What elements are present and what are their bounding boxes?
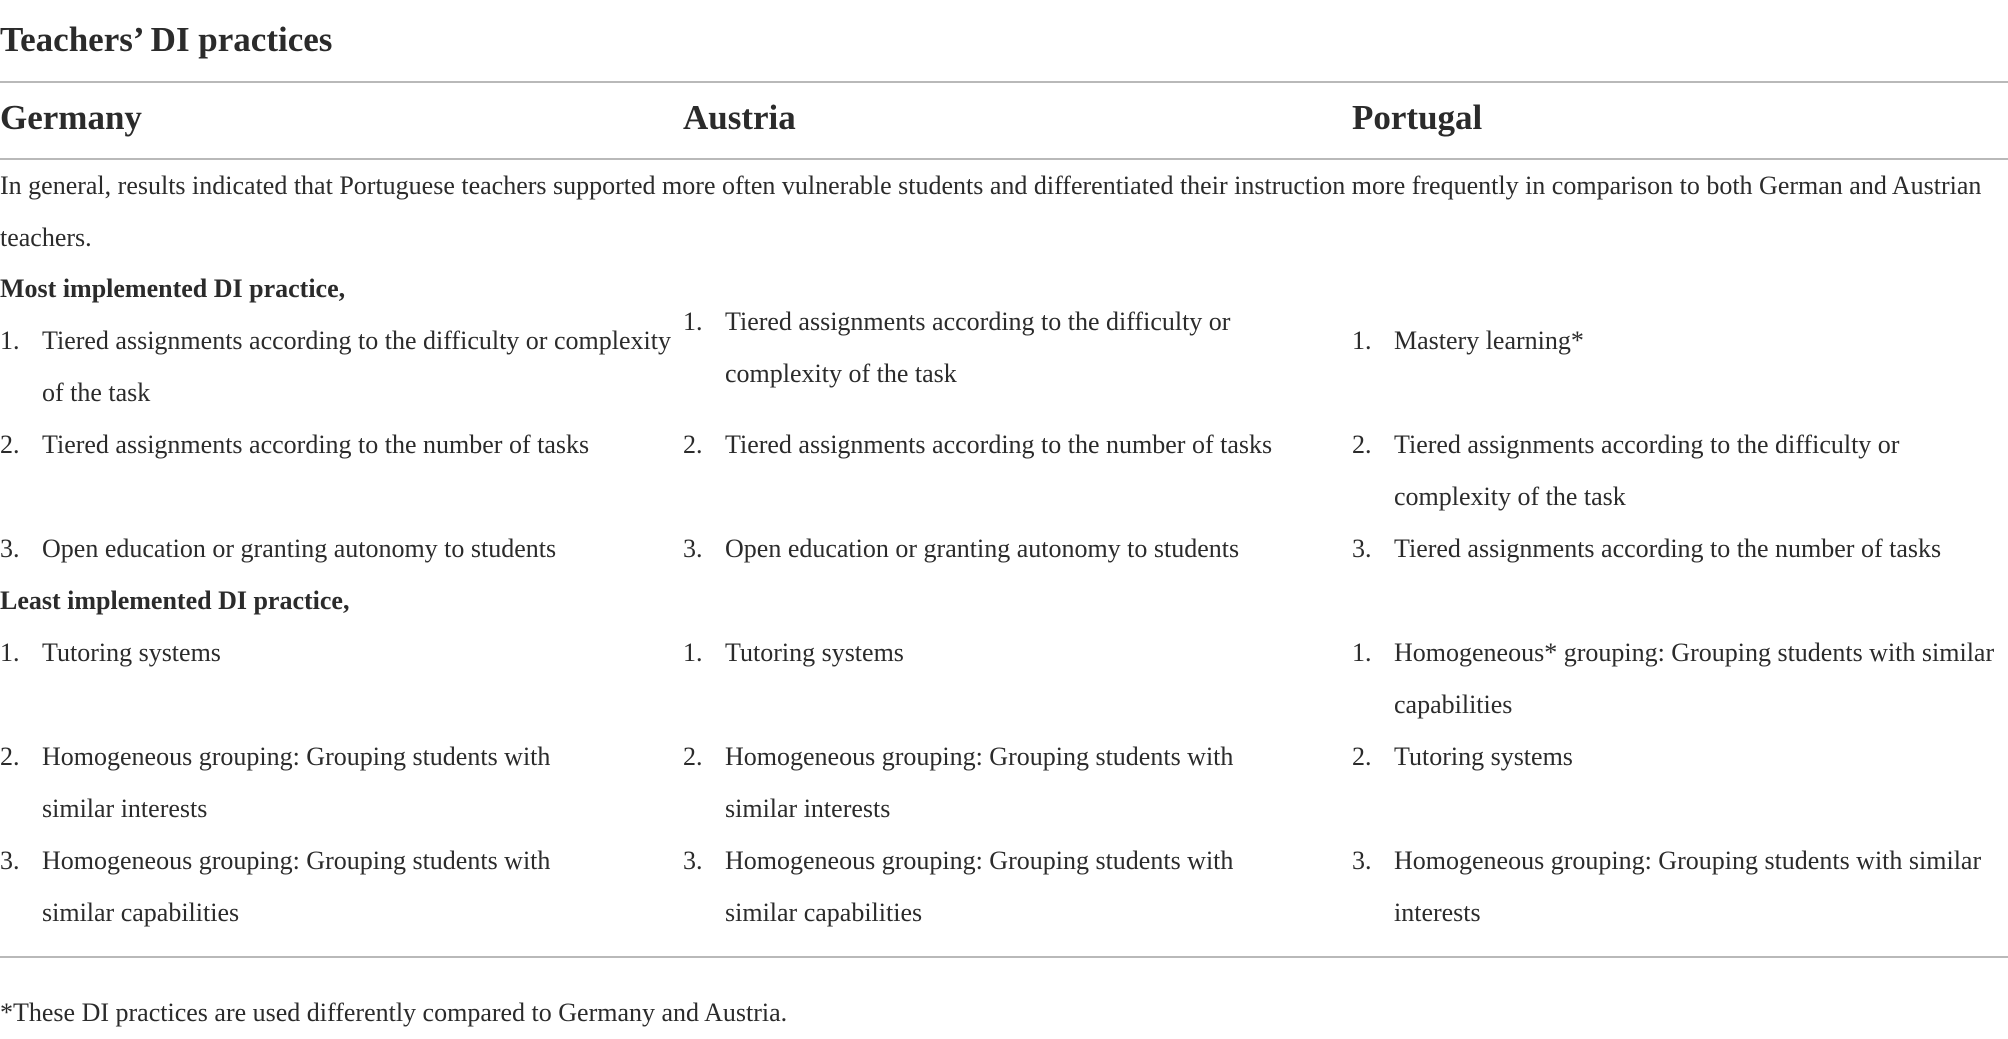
item-number: 2. <box>0 430 20 459</box>
list-item <box>683 627 1303 679</box>
item-number: 2. <box>683 430 703 459</box>
item-number: 1. <box>1352 326 1372 355</box>
most-implemented-label: Most implemented DI practice, <box>0 274 346 303</box>
item-text: Tutoring systems <box>1394 742 1573 771</box>
item-text: Homogeneous grouping: Grouping students with similar interests <box>42 742 551 823</box>
list-item <box>1352 419 1972 523</box>
item-number: 2. <box>683 742 703 771</box>
item-number: 1. <box>1352 638 1372 667</box>
item-text: Homogeneous grouping: Grouping students with similar interests <box>725 742 1234 823</box>
item-text: Homogeneous grouping: Grouping students with similar capabilities <box>42 846 551 927</box>
item-number: 3. <box>0 534 20 563</box>
item-number: 2. <box>1352 742 1372 771</box>
list-item <box>683 835 1303 939</box>
table-bottom-rule <box>0 956 2008 958</box>
list-item <box>683 523 1343 575</box>
list-item <box>683 419 1303 471</box>
item-number: 3. <box>683 534 703 563</box>
list-item <box>1352 627 2002 731</box>
item-text: Homogeneous grouping: Grouping students with similar interests <box>1394 846 1982 927</box>
item-text: Mastery learning* <box>1394 326 1584 355</box>
least-implemented-label: Least implemented DI practice, <box>0 586 350 615</box>
item-text: Homogeneous* grouping: Grouping students with similar capabilities <box>1394 638 1995 719</box>
item-number: 2. <box>0 742 20 771</box>
column-header-germany: Germany <box>0 98 142 137</box>
list-item <box>0 419 672 471</box>
item-number: 1. <box>0 638 20 667</box>
item-text: Tutoring systems <box>725 638 904 667</box>
item-text: Tiered assignments according to the difficulty or complexity of the task <box>1394 430 1900 511</box>
item-text: Tiered assignments according to the difficulty or complexity of the task <box>725 307 1231 388</box>
item-number: 2. <box>1352 430 1372 459</box>
list-item <box>0 627 672 679</box>
table-footnote: *These DI practices are used differently compared to Germany and Austria. <box>0 998 788 1027</box>
list-item <box>683 296 1303 400</box>
item-number: 3. <box>0 846 20 875</box>
list-item <box>0 835 620 939</box>
item-text: Tiered assignments according to the number of tasks <box>42 430 590 459</box>
list-item <box>1352 523 2006 575</box>
item-text: Homogeneous grouping: Grouping students with similar capabilities <box>725 846 1234 927</box>
item-number: 3. <box>1352 534 1372 563</box>
list-item <box>0 315 672 419</box>
item-text: Tiered assignments according to the number of tasks <box>725 430 1273 459</box>
item-text: Open education or granting autonomy to students <box>42 534 557 563</box>
list-item <box>1352 315 2002 367</box>
column-header-portugal: Portugal <box>1352 98 1483 137</box>
list-item <box>1352 731 2002 783</box>
list-item <box>0 731 620 835</box>
list-item <box>0 523 672 575</box>
item-number: 1. <box>0 326 20 355</box>
item-number: 1. <box>683 307 703 336</box>
item-text: Open education or granting autonomy to students <box>725 534 1240 563</box>
item-text: Tiered assignments according to the difficulty or complexity of the task <box>42 326 671 407</box>
column-header-austria: Austria <box>683 98 796 137</box>
table-title: Teachers’ DI practices <box>0 20 333 59</box>
item-text: Tiered assignments according to the number of tasks <box>1394 534 1942 563</box>
item-number: 3. <box>683 846 703 875</box>
list-item <box>683 731 1303 835</box>
item-number: 1. <box>683 638 703 667</box>
title-rule <box>0 81 2008 83</box>
item-text: Tutoring systems <box>42 638 221 667</box>
summary-text: In general, results indicated that Portuguese teachers supported more often vulnerable students and differentiated their instruction more frequently in comparison to both German and Austrian teachers. <box>0 171 1982 252</box>
list-item <box>1352 835 2002 939</box>
item-number: 3. <box>1352 846 1372 875</box>
